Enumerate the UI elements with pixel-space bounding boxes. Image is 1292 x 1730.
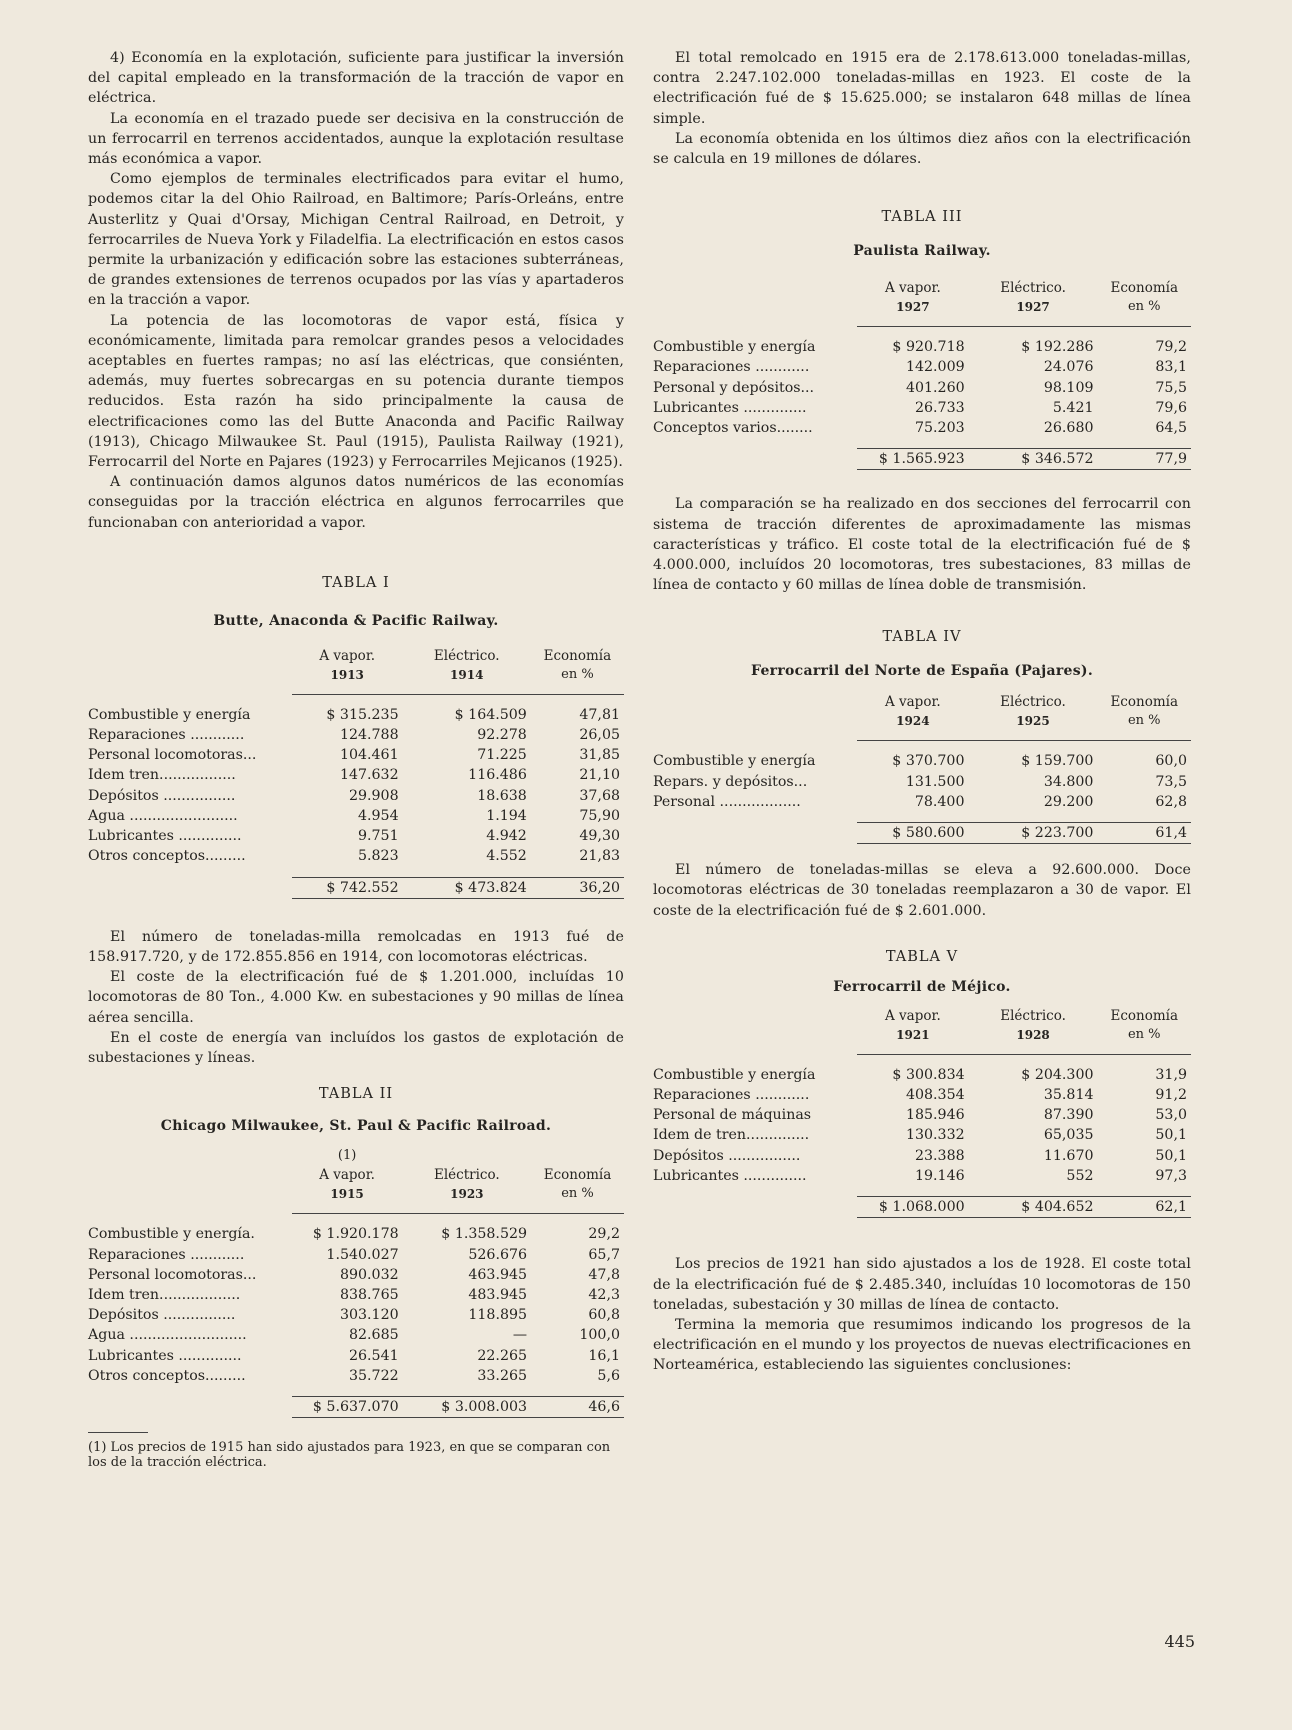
cell-value: 47,8 [588, 1266, 620, 1283]
col-year: en % [1127, 1026, 1161, 1042]
cell-value: 100,0 [579, 1327, 620, 1344]
cell-value: $ 1.068.000 [857, 1197, 969, 1218]
cell-value: 26.680 [1043, 420, 1094, 437]
cell-value: 53,0 [1155, 1107, 1187, 1124]
row-label: Repars. y depósitos... [653, 773, 808, 790]
cell-value: 73,5 [1155, 773, 1187, 790]
col-head: A vapor. [885, 280, 941, 297]
cell-value: 5.421 [1052, 399, 1094, 416]
cell-value: 483.945 [468, 1286, 528, 1303]
cell-value: 526.676 [468, 1246, 528, 1263]
cell-value: 35.722 [348, 1367, 399, 1384]
row-label: Personal de máquinas [653, 1107, 812, 1124]
cell-value: 29,2 [588, 1226, 620, 1243]
table-total-row [88, 1396, 624, 1417]
table-row [88, 1224, 624, 1244]
cell-value: $ 3.008.003 [403, 1396, 531, 1417]
cell-value: $ 5.637.070 [292, 1396, 403, 1417]
cell-value: 890.032 [339, 1266, 399, 1283]
page-number: 445 [1164, 1632, 1195, 1651]
cell-value: 21,10 [579, 767, 620, 784]
table-row [88, 806, 624, 826]
table-label: TABLA I [322, 574, 390, 591]
cell-value: 29.908 [348, 787, 399, 804]
cell-value: $ 473.824 [403, 877, 531, 898]
paragraph: A continuación damos algunos datos numéricos de las economías conseguidas por la tracción eléctrica en algunos ferrocarriles que funcionaban con anterioridad a vapor. [88, 474, 624, 531]
cell-value: 36,20 [531, 877, 624, 898]
table-title: Paulista Railway. [853, 243, 991, 260]
cell-value: $ 300.834 [892, 1066, 965, 1083]
col-head: Eléctrico. [1000, 1007, 1066, 1024]
cell-value: $ 1.920.178 [312, 1226, 399, 1243]
cell-value: 78.400 [914, 793, 965, 810]
col-head: Economía [543, 1167, 612, 1184]
cell-value: 118.895 [468, 1307, 528, 1324]
cell-value: $ 315.235 [326, 706, 399, 723]
table-row [88, 1245, 624, 1265]
col-year: 1924 [896, 714, 930, 729]
table-row [653, 1125, 1191, 1145]
cell-value: 79,6 [1155, 399, 1187, 416]
cell-value: $ 404.652 [969, 1197, 1098, 1218]
cell-value: 62,8 [1155, 793, 1187, 810]
row-label: Depósitos ................ [653, 1147, 801, 1164]
table-row [653, 792, 1191, 812]
row-label: Lubricantes .............. [88, 1347, 242, 1364]
cell-value: 64,5 [1155, 420, 1187, 437]
table-label: TABLA IV [882, 629, 962, 646]
table-4 [653, 629, 1191, 844]
cell-value: 31,85 [579, 747, 620, 764]
cell-value: 463.945 [468, 1266, 528, 1283]
cell-value: 26,05 [579, 727, 620, 744]
table-row [88, 1285, 624, 1305]
cell-value: — [512, 1327, 528, 1344]
cell-value: 116.486 [468, 767, 527, 784]
table-total-row [88, 877, 624, 898]
table-3 [653, 209, 1191, 470]
table-title: Chicago Milwaukee, St. Paul & Pacific Railroad. [160, 1118, 552, 1135]
row-label: Depósitos ................ [88, 787, 236, 804]
cell-value: 77,9 [1098, 449, 1191, 470]
col-head: A vapor. [884, 694, 941, 711]
row-label: Idem tren.................. [88, 1286, 241, 1303]
row-label: Reparaciones ............ [653, 359, 810, 376]
row-label: Agua .......................... [88, 1327, 247, 1344]
col-year: en % [1127, 299, 1161, 315]
col-head: Economía [543, 647, 612, 664]
col-year: 1925 [1016, 714, 1050, 729]
row-label: Personal .................. [653, 793, 801, 810]
table-year-row [653, 298, 1191, 316]
table-row [653, 1166, 1191, 1186]
cell-value: 35.814 [1043, 1087, 1094, 1104]
paragraph: El total remolcado en 1915 era de 2.178.613.000 toneladas-millas, contra 2.247.102.000 toneladas-millas en 1923. El coste de la electrificación fué de $ 15.625.000; se instalaron 648 millas de línea simple. [653, 50, 1191, 127]
col-year: 1927 [896, 300, 930, 315]
table-row [88, 786, 624, 806]
col-year: en % [1127, 713, 1161, 729]
cell-value: 92.278 [477, 727, 527, 744]
table-row [653, 337, 1191, 357]
table-total-row [653, 1197, 1191, 1218]
table-5 [653, 949, 1191, 1218]
table-label: TABLA II [318, 1086, 394, 1103]
cell-value: 62,1 [1098, 1197, 1191, 1218]
data-table [88, 1146, 624, 1418]
row-label: Lubricantes .............. [88, 828, 242, 845]
footnote-marker: (1) [337, 1148, 357, 1164]
table-row [88, 826, 624, 846]
table-1 [88, 575, 624, 899]
table-label: TABLA V [885, 948, 959, 965]
cell-value: 29.200 [1043, 793, 1094, 810]
cell-value: 26.733 [914, 399, 965, 416]
row-label: Personal locomotoras... [88, 1266, 257, 1283]
table-row [653, 772, 1191, 792]
paragraph: El número de toneladas-millas se eleva a 92.600.000. Doce locomotoras eléctricas de 30 toneladas reemplazaron a 30 de vapor. El coste de la electrificación fué de $ 2.601.000. [653, 862, 1191, 919]
table-header-row [88, 647, 624, 666]
table-title: Ferrocarril de Méjico. [833, 978, 1011, 995]
table-2 [88, 1086, 624, 1470]
cell-value: 50,1 [1155, 1147, 1187, 1164]
table-year-row [653, 712, 1191, 730]
left-column [88, 48, 624, 1470]
row-label: Combustible y energía [653, 753, 816, 770]
cell-value: 97,3 [1155, 1167, 1187, 1184]
cell-value: 75,90 [579, 807, 620, 824]
right-column [653, 48, 1191, 1376]
cell-value: $ 370.700 [892, 753, 965, 770]
cell-value: $ 1.358.529 [441, 1226, 528, 1243]
table-row [88, 1366, 624, 1386]
paragraph: La comparación se ha realizado en dos secciones del ferrocarril con sistema de tracción diferentes de aproximadamente las mismas características y tráfico. El coste total de la electrificación fué de $ 4.000.000, incluídos 20 locomotoras, tres subestaciones, 83 millas de línea de contacto y 60 millas de línea doble de transmisión. [653, 496, 1191, 594]
cell-value: 185.946 [905, 1107, 965, 1124]
cell-value: 65,035 [1043, 1127, 1094, 1144]
cell-value: 83,1 [1155, 359, 1187, 376]
cell-value: 11.670 [1043, 1147, 1094, 1164]
data-table [653, 279, 1191, 470]
paragraph: Como ejemplos de terminales electrificados para evitar el humo, podemos citar la del Ohio Railroad, en Baltimore; París-Orleáns, entre Austerlitz y Quai d'Orsay, Michigan Central Railroad, en Detroit, y ferrocarriles de Nueva York y Filadelfia. La electrificación en estos casos permite la urbanización y edificación sobre las estaciones subterráneas, de grandes extensiones de terrenos ocupados por las vías y apartaderos en la tracción a vapor. [88, 171, 624, 309]
cell-value: 31,9 [1155, 1066, 1187, 1083]
cell-value: $ 580.600 [857, 823, 968, 844]
cell-value: 46,6 [531, 1396, 624, 1417]
row-label: Reparaciones ............ [88, 1246, 245, 1263]
data-table [653, 693, 1191, 844]
table-row [653, 357, 1191, 377]
cell-value: 5,6 [597, 1367, 620, 1384]
table-row [88, 846, 624, 866]
table-year-row [653, 1026, 1191, 1044]
table-row [653, 1085, 1191, 1105]
cell-value: 1.194 [486, 807, 527, 824]
table-row [88, 1305, 624, 1325]
cell-value: 22.265 [477, 1347, 528, 1364]
cell-value: 91,2 [1155, 1087, 1187, 1104]
table-header-row [653, 693, 1191, 712]
cell-value: 4.942 [486, 828, 527, 845]
table-header-row [88, 1166, 624, 1185]
col-head: Eléctrico. [1000, 694, 1066, 711]
cell-value: 60,0 [1155, 753, 1187, 770]
cell-value: $ 1.565.923 [857, 449, 969, 470]
cell-value: 75,5 [1155, 379, 1187, 396]
cell-value: 9.751 [357, 828, 399, 845]
row-label: Lubricantes .............. [653, 1167, 807, 1184]
cell-value: 34.800 [1043, 773, 1094, 790]
paragraph: El número de toneladas-milla remolcadas en 1913 fué de 158.917.720, y de 172.855.856 en 1914, con locomotoras eléctricas. [88, 928, 624, 965]
paragraph: 4) Economía en la explotación, suficiente para justificar la inversión del capital empleado en la transformación de la tracción de vapor en eléctrica. [88, 50, 624, 107]
col-head: Economía [1110, 1007, 1179, 1024]
row-label: Lubricantes .............. [653, 399, 807, 416]
row-label: Otros conceptos......... [88, 1367, 246, 1384]
cell-value: 87.390 [1043, 1107, 1094, 1124]
paragraph: Los precios de 1921 han sido ajustados a los de 1928. El coste total de la electrificación fué de $ 2.485.340, incluídas 10 locomotoras de 150 toneladas, subestación y 30 millas de línea de contacto. [653, 1256, 1191, 1313]
cell-value: 60,8 [588, 1307, 620, 1324]
cell-value: 131.500 [905, 773, 965, 790]
row-label: Otros conceptos......... [88, 848, 246, 865]
cell-value: 71.225 [477, 747, 527, 764]
row-label: Agua ........................ [88, 807, 238, 824]
col-year: 1921 [896, 1027, 930, 1042]
table-header-row [653, 1007, 1191, 1026]
cell-value: 552 [1066, 1167, 1094, 1184]
paragraph: El coste de la electrificación fué de $ 1.201.000, incluídas 10 locomotoras de 80 Ton., 4.000 Kw. en subestaciones y 90 millas de línea aérea sencilla. [88, 969, 624, 1026]
col-head: Economía [1110, 280, 1179, 297]
cell-value: 16,1 [588, 1347, 620, 1364]
table-row [653, 378, 1191, 398]
cell-value: 75.203 [914, 420, 965, 437]
cell-value: $ 223.700 [969, 823, 1098, 844]
cell-value: $ 164.509 [454, 706, 527, 723]
table-year-row [88, 1185, 624, 1203]
cell-value: $ 742.552 [292, 877, 403, 898]
col-year: en % [561, 1186, 594, 1202]
table-header-row [653, 279, 1191, 298]
cell-value: 4.552 [486, 848, 527, 865]
row-label: Reparaciones ............ [88, 727, 245, 744]
cell-value: 1.540.027 [326, 1246, 399, 1263]
table-title: Ferrocarril del Norte de España (Pajares). [750, 663, 1094, 680]
row-label: Combustible y energía [653, 339, 816, 356]
footnote: (1) Los precios de 1915 han sido ajustados para 1923, en que se comparan con los de la tracción eléctrica. [88, 1432, 624, 1470]
col-year: 1914 [450, 667, 484, 682]
row-label: Idem de tren.............. [653, 1127, 810, 1144]
table-row [88, 1265, 624, 1285]
cell-value: $ 159.700 [1021, 753, 1094, 770]
cell-value: 24.076 [1043, 359, 1094, 376]
cell-value: 401.260 [905, 379, 965, 396]
cell-value: 33.265 [477, 1367, 528, 1384]
table-row [88, 765, 624, 785]
cell-value: 21,83 [579, 848, 620, 865]
cell-value: 18.638 [477, 787, 527, 804]
cell-value: 147.632 [339, 767, 399, 784]
cell-value: 124.788 [339, 727, 399, 744]
data-table [653, 1007, 1191, 1218]
cell-value: $ 346.572 [969, 449, 1098, 470]
cell-value: $ 920.718 [892, 339, 965, 356]
col-year: 1915 [330, 1187, 364, 1202]
col-year: 1927 [1016, 300, 1050, 315]
table-row [653, 1065, 1191, 1085]
col-year: 1928 [1016, 1027, 1050, 1042]
col-head: Eléctrico. [434, 1167, 500, 1184]
table-total-row [653, 823, 1191, 844]
table-row [653, 1105, 1191, 1125]
col-year: 1913 [330, 667, 364, 682]
table-row [88, 705, 624, 725]
cell-value: 23.388 [914, 1147, 965, 1164]
paragraph: Termina la memoria que resumimos indicando los progresos de la electrificación en el mundo y los proyectos de nuevas electrificaciones en Norteamérica, estableciendo las siguientes conclusiones: [653, 1316, 1191, 1374]
paragraph: La economía obtenida en los últimos diez años con la electrificación se calcula en 19 millones de dólares. [653, 130, 1191, 168]
cell-value: 4.954 [357, 807, 399, 824]
cell-value: 49,30 [579, 828, 620, 845]
cell-value: 50,1 [1155, 1127, 1187, 1144]
table-label: TABLA III [881, 209, 963, 226]
cell-value: 19.146 [914, 1167, 965, 1184]
cell-value: 82.685 [348, 1327, 399, 1344]
cell-value: 47,81 [579, 706, 620, 723]
row-label: Combustible y energía. [88, 1226, 255, 1243]
col-year: 1923 [450, 1187, 484, 1202]
row-label: Depósitos ................ [88, 1307, 236, 1324]
cell-value: 42,3 [588, 1286, 620, 1303]
col-year: en % [561, 666, 594, 682]
table-total-row [653, 449, 1191, 470]
cell-value: 61,4 [1097, 823, 1191, 844]
col-head: A vapor. [319, 1167, 375, 1184]
col-head: Economía [1110, 694, 1178, 711]
cell-value: $ 192.286 [1021, 339, 1094, 356]
cell-value: 142.009 [905, 359, 965, 376]
paragraph: La economía en el trazado puede ser decisiva en la construcción de un ferrocarril en terrenos accidentados, aunque la explotación resultase más económica a vapor. [88, 110, 624, 168]
row-label: Personal locomotoras... [88, 747, 257, 764]
table-row [88, 1346, 624, 1366]
row-label: Personal y depósitos... [653, 379, 815, 396]
table-title: Butte, Anaconda & Pacific Railway. [213, 612, 499, 629]
cell-value: 104.461 [339, 747, 399, 764]
row-label: Combustible y energía [88, 706, 251, 723]
table-row [88, 725, 624, 745]
cell-value: 5.823 [357, 848, 399, 865]
col-head: Eléctrico. [433, 647, 500, 664]
cell-value: 303.120 [339, 1307, 399, 1324]
cell-value: 408.354 [905, 1087, 965, 1104]
cell-value: 65,7 [588, 1246, 620, 1263]
table-row [88, 1325, 624, 1345]
cell-value: 98.109 [1043, 379, 1094, 396]
cell-value: $ 204.300 [1021, 1066, 1094, 1083]
cell-value: 79,2 [1155, 339, 1187, 356]
table-row [653, 1146, 1191, 1166]
row-label: Reparaciones ............ [653, 1087, 810, 1104]
table-row [88, 745, 624, 765]
cell-value: 37,68 [579, 787, 620, 804]
row-label: Idem tren................. [88, 767, 236, 784]
data-table [88, 647, 624, 899]
row-label: Combustible y energía [653, 1066, 816, 1083]
col-head: Eléctrico. [1000, 280, 1066, 297]
table-row [653, 398, 1191, 418]
col-head: A vapor. [885, 1007, 941, 1024]
table-row [653, 418, 1191, 438]
cell-value: 26.541 [348, 1347, 399, 1364]
cell-value: 130.332 [905, 1127, 965, 1144]
cell-value: 838.765 [339, 1286, 399, 1303]
row-label: Conceptos varios........ [653, 420, 813, 437]
paragraph: En el coste de energía van incluídos los gastos de explotación de subestaciones y líneas. [88, 1029, 624, 1066]
paragraph: La potencia de las locomotoras de vapor está, física y económicamente, limitada para remolcar grandes pesos a velocidades aceptables en fuertes rampas; no así las eléctricas, que consiénten, además, muy fuertes sobrecargas en su potencia durante tiempos reducidos. Esta razón ha sido principalmente la causa de electrificaciones como las del Butte Anaconda and Pacific Railway (1913), Chicago Milwaukee St. Paul (1915), Paulista Railway (1921), Ferrocarril del Norte en Pajares (1923) y Ferrocarriles Mejicanos (1925). [88, 312, 624, 471]
table-row [653, 751, 1191, 771]
table-year-row [88, 666, 624, 684]
col-head: A vapor. [319, 647, 376, 664]
